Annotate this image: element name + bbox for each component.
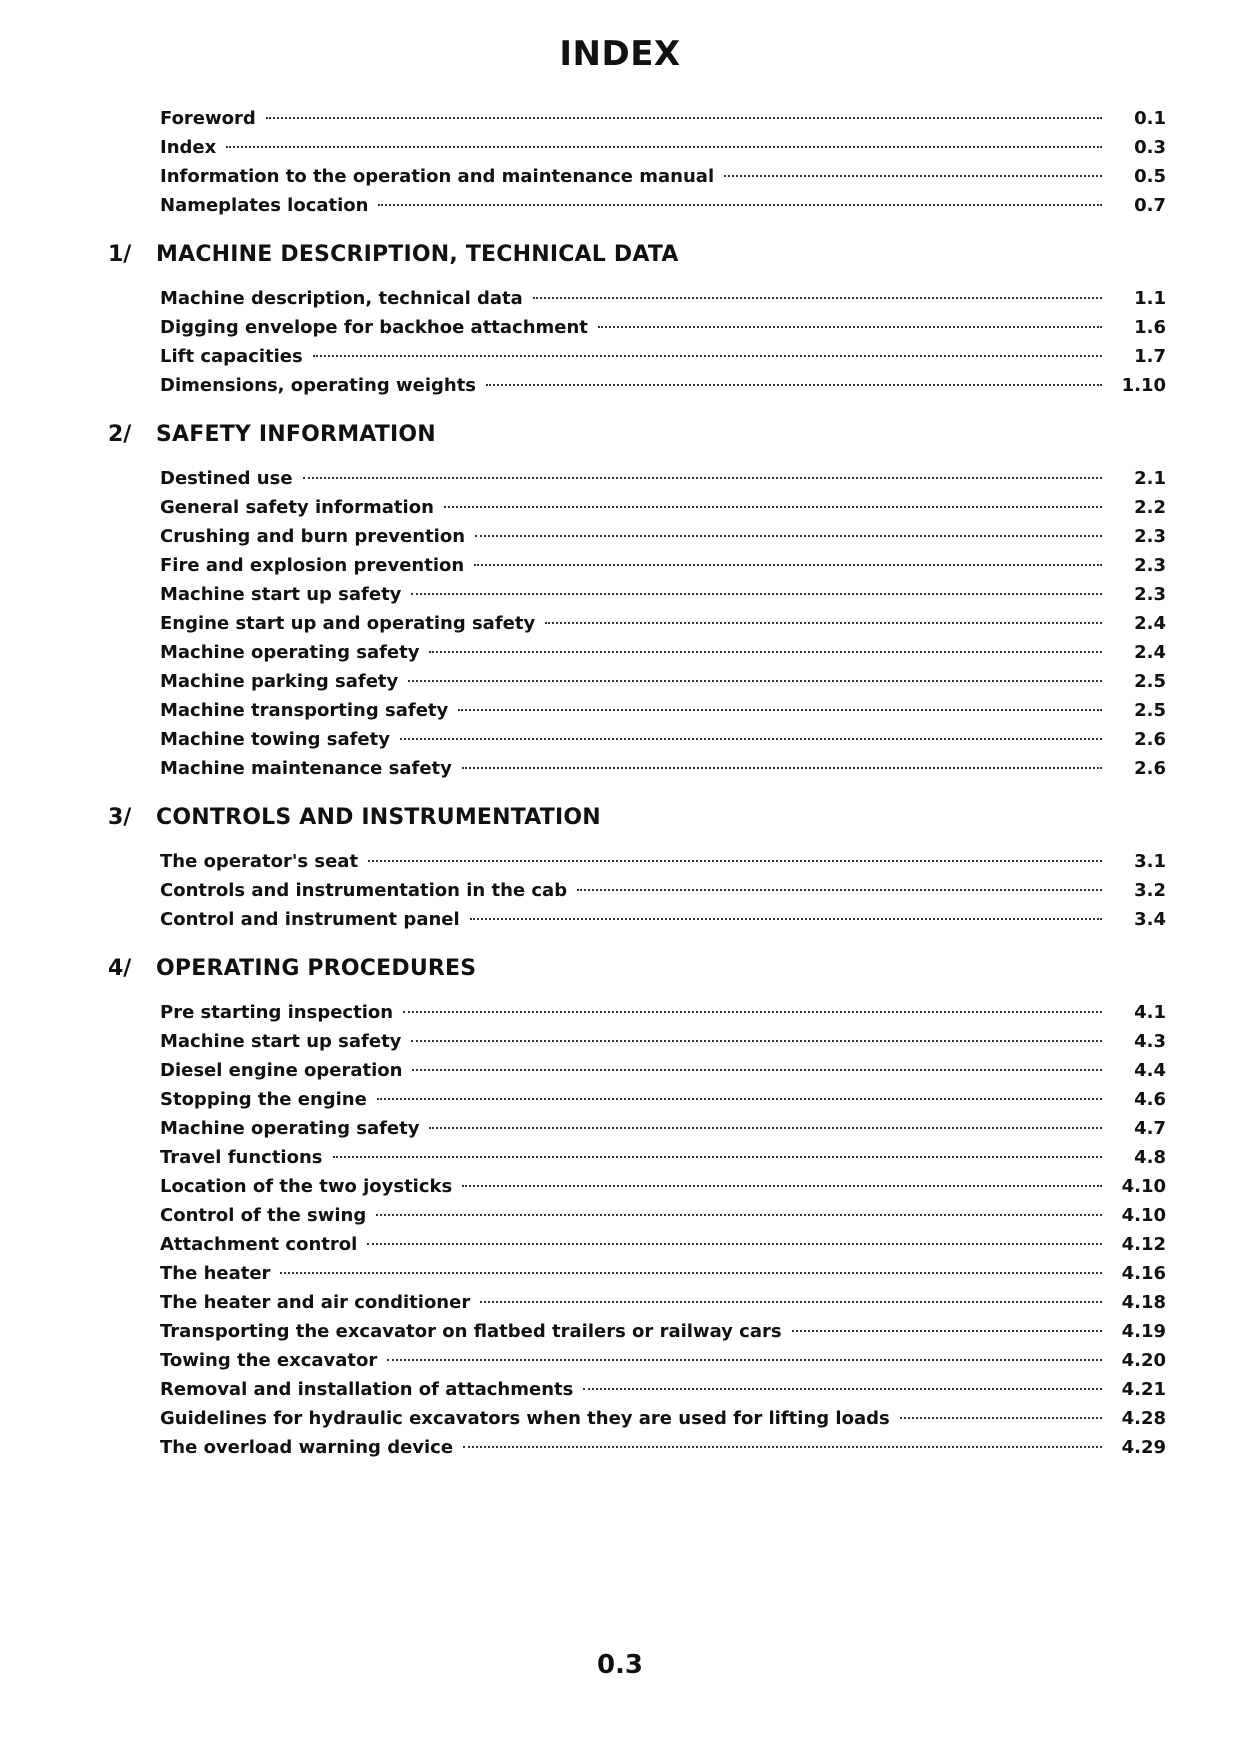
dot-leader bbox=[470, 918, 1102, 920]
dot-leader bbox=[900, 1417, 1102, 1419]
toc-entry bbox=[0, 1031, 1240, 1060]
toc-entry bbox=[0, 317, 1240, 346]
dot-leader bbox=[313, 355, 1102, 357]
toc-entry-label: The overload warning device bbox=[160, 1437, 454, 1458]
dot-leader bbox=[463, 1446, 1102, 1448]
toc-entry bbox=[0, 137, 1240, 166]
toc-entry-label: Control of the swing bbox=[160, 1205, 367, 1226]
toc-entry-label: Control and instrument panel bbox=[160, 909, 460, 930]
toc-section bbox=[0, 956, 1240, 1466]
toc-entry-page: 3.4 bbox=[1134, 909, 1166, 930]
toc-entry-page: 1.10 bbox=[1121, 375, 1166, 396]
toc-entry bbox=[0, 909, 1240, 938]
toc-entry-label: General safety information bbox=[160, 497, 434, 518]
toc-entry-page: 4.8 bbox=[1134, 1147, 1166, 1168]
toc-entry bbox=[0, 1234, 1240, 1263]
dot-leader bbox=[408, 680, 1102, 682]
table-of-contents bbox=[0, 108, 1240, 1466]
toc-entry-page: 4.10 bbox=[1121, 1205, 1166, 1226]
toc-entry-label: Towing the excavator bbox=[160, 1350, 378, 1371]
toc-entry-label: Diesel engine operation bbox=[160, 1060, 403, 1081]
toc-entry bbox=[0, 1089, 1240, 1118]
toc-entry-page: 2.4 bbox=[1134, 642, 1166, 663]
dot-leader bbox=[378, 204, 1102, 206]
toc-entry-page: 4.29 bbox=[1121, 1437, 1166, 1458]
toc-entry-page: 2.5 bbox=[1134, 700, 1166, 721]
toc-entry-label: Machine description, technical data bbox=[160, 288, 523, 309]
section-number: 1/ bbox=[108, 242, 132, 267]
section-heading bbox=[0, 805, 1240, 839]
toc-entry-page: 2.4 bbox=[1134, 613, 1166, 634]
toc-entry-page: 2.1 bbox=[1134, 468, 1166, 489]
toc-entry bbox=[0, 613, 1240, 642]
toc-entry bbox=[0, 1350, 1240, 1379]
toc-entry bbox=[0, 346, 1240, 375]
toc-entry-page: 4.21 bbox=[1121, 1379, 1166, 1400]
toc-entry bbox=[0, 1060, 1240, 1089]
section-title: SAFETY INFORMATION bbox=[156, 422, 436, 447]
toc-entry-page: 1.1 bbox=[1134, 288, 1166, 309]
dot-leader bbox=[368, 860, 1102, 862]
dot-leader bbox=[444, 506, 1102, 508]
toc-entry-label: Engine start up and operating safety bbox=[160, 613, 536, 634]
section-title: OPERATING PROCEDURES bbox=[156, 956, 477, 981]
dot-leader bbox=[333, 1156, 1102, 1158]
dot-leader bbox=[266, 117, 1102, 119]
dot-leader bbox=[387, 1359, 1102, 1361]
toc-entry-label: Guidelines for hydraulic excavators when they are used for lifting loads bbox=[160, 1408, 890, 1429]
dot-leader bbox=[792, 1330, 1102, 1332]
toc-entry-label: Crushing and burn prevention bbox=[160, 526, 466, 547]
toc-entry-page: 4.1 bbox=[1134, 1002, 1166, 1023]
section-heading bbox=[0, 242, 1240, 276]
toc-section bbox=[0, 242, 1240, 404]
toc-entry bbox=[0, 642, 1240, 671]
toc-entry bbox=[0, 166, 1240, 195]
toc-entry bbox=[0, 1176, 1240, 1205]
toc-entry-label: Destined use bbox=[160, 468, 293, 489]
page-number: 0.3 bbox=[596, 1650, 644, 1680]
toc-entry-label: Nameplates location bbox=[160, 195, 369, 216]
toc-entry bbox=[0, 1408, 1240, 1437]
toc-entry bbox=[0, 526, 1240, 555]
dot-leader bbox=[583, 1388, 1102, 1390]
toc-entry-label: Machine start up safety bbox=[160, 1031, 402, 1052]
dot-leader bbox=[462, 1185, 1102, 1187]
toc-entry bbox=[0, 880, 1240, 909]
toc-entry-label: Pre starting inspection bbox=[160, 1002, 394, 1023]
toc-entry-page: 2.6 bbox=[1134, 729, 1166, 750]
toc-entry bbox=[0, 288, 1240, 317]
toc-entry bbox=[0, 468, 1240, 497]
dot-leader bbox=[412, 1069, 1102, 1071]
toc-entry-page: 4.10 bbox=[1121, 1176, 1166, 1197]
toc-entry-page: 2.3 bbox=[1134, 584, 1166, 605]
toc-entry-page: 2.6 bbox=[1134, 758, 1166, 779]
dot-leader bbox=[533, 297, 1102, 299]
toc-entry-label: Transporting the excavator on flatbed trailers or railway cars bbox=[160, 1321, 782, 1342]
toc-entry bbox=[0, 195, 1240, 224]
toc-entry-page: 4.6 bbox=[1134, 1089, 1166, 1110]
toc-entry bbox=[0, 1292, 1240, 1321]
toc-entry-page: 4.12 bbox=[1121, 1234, 1166, 1255]
dot-leader bbox=[400, 738, 1102, 740]
toc-entry-page: 4.28 bbox=[1121, 1408, 1166, 1429]
toc-entry-label: Machine operating safety bbox=[160, 642, 420, 663]
toc-entry-label: Attachment control bbox=[160, 1234, 358, 1255]
toc-entry bbox=[0, 555, 1240, 584]
toc-entry-label: Lift capacities bbox=[160, 346, 303, 367]
toc-entry-label: Controls and instrumentation in the cab bbox=[160, 880, 568, 901]
toc-entry-page: 4.16 bbox=[1121, 1263, 1166, 1284]
toc-entry-label: Machine operating safety bbox=[160, 1118, 420, 1139]
dot-leader bbox=[411, 1040, 1102, 1042]
toc-entry bbox=[0, 851, 1240, 880]
toc-entry-page: 2.3 bbox=[1134, 555, 1166, 576]
toc-entry-page: 1.6 bbox=[1134, 317, 1166, 338]
dot-leader bbox=[403, 1011, 1102, 1013]
toc-entry-label: Machine transporting safety bbox=[160, 700, 449, 721]
toc-entry-page: 3.2 bbox=[1134, 880, 1166, 901]
dot-leader bbox=[376, 1214, 1102, 1216]
section-number: 4/ bbox=[108, 956, 132, 981]
toc-entry-label: Digging envelope for backhoe attachment bbox=[160, 317, 588, 338]
toc-entry-page: 4.20 bbox=[1121, 1350, 1166, 1371]
dot-leader bbox=[411, 593, 1102, 595]
dot-leader bbox=[475, 535, 1102, 537]
toc-entry bbox=[0, 671, 1240, 700]
toc-entry bbox=[0, 584, 1240, 613]
toc-entry bbox=[0, 497, 1240, 526]
dot-leader bbox=[724, 175, 1102, 177]
toc-entry-page: 4.18 bbox=[1121, 1292, 1166, 1313]
toc-entry-label: Location of the two joysticks bbox=[160, 1176, 453, 1197]
toc-entry-label: The heater bbox=[160, 1263, 271, 1284]
toc-entry-label: Machine maintenance safety bbox=[160, 758, 452, 779]
dot-leader bbox=[462, 767, 1102, 769]
section-number: 2/ bbox=[108, 422, 132, 447]
toc-entry-label: Machine towing safety bbox=[160, 729, 390, 750]
toc-entry-page: 3.1 bbox=[1134, 851, 1166, 872]
front-matter bbox=[0, 108, 1240, 224]
toc-entry-page: 0.5 bbox=[1134, 166, 1166, 187]
toc-entry-page: 2.3 bbox=[1134, 526, 1166, 547]
toc-entry-page: 0.7 bbox=[1134, 195, 1166, 216]
toc-entry bbox=[0, 729, 1240, 758]
toc-entry-label: Foreword bbox=[160, 108, 256, 129]
dot-leader bbox=[280, 1272, 1102, 1274]
toc-entry bbox=[0, 1118, 1240, 1147]
dot-leader bbox=[486, 384, 1102, 386]
toc-entry bbox=[0, 1147, 1240, 1176]
toc-entry-page: 1.7 bbox=[1134, 346, 1166, 367]
dot-leader bbox=[577, 889, 1102, 891]
toc-entry-label: Machine parking safety bbox=[160, 671, 399, 692]
dot-leader bbox=[480, 1301, 1102, 1303]
toc-entry-label: Stopping the engine bbox=[160, 1089, 367, 1110]
toc-entry-page: 4.4 bbox=[1134, 1060, 1166, 1081]
toc-entry-label: Machine start up safety bbox=[160, 584, 402, 605]
section-title: MACHINE DESCRIPTION, TECHNICAL DATA bbox=[156, 242, 679, 267]
toc-entry-label: The operator's seat bbox=[160, 851, 359, 872]
toc-entry bbox=[0, 700, 1240, 729]
toc-entry bbox=[0, 1205, 1240, 1234]
toc-entry bbox=[0, 1321, 1240, 1350]
toc-entry-label: Index bbox=[160, 137, 217, 158]
dot-leader bbox=[226, 146, 1102, 148]
dot-leader bbox=[545, 622, 1102, 624]
toc-entry-page: 4.7 bbox=[1134, 1118, 1166, 1139]
toc-entry bbox=[0, 1002, 1240, 1031]
toc-entry-label: Removal and installation of attachments bbox=[160, 1379, 574, 1400]
dot-leader bbox=[429, 1127, 1102, 1129]
dot-leader bbox=[474, 564, 1102, 566]
toc-entry-label: Information to the operation and maintenance manual bbox=[160, 166, 715, 187]
toc-entry-page: 2.2 bbox=[1134, 497, 1166, 518]
dot-leader bbox=[367, 1243, 1102, 1245]
toc-entry-page: 2.5 bbox=[1134, 671, 1166, 692]
toc-entry-label: Fire and explosion prevention bbox=[160, 555, 465, 576]
section-heading bbox=[0, 956, 1240, 990]
dot-leader bbox=[303, 477, 1102, 479]
toc-entry-label: Travel functions bbox=[160, 1147, 323, 1168]
toc-entry bbox=[0, 108, 1240, 137]
dot-leader bbox=[429, 651, 1102, 653]
toc-entry bbox=[0, 1437, 1240, 1466]
toc-entry-label: The heater and air conditioner bbox=[160, 1292, 471, 1313]
toc-entry bbox=[0, 1379, 1240, 1408]
toc-section bbox=[0, 422, 1240, 787]
dot-leader bbox=[377, 1098, 1102, 1100]
toc-entry bbox=[0, 1263, 1240, 1292]
toc-entry bbox=[0, 375, 1240, 404]
dot-leader bbox=[598, 326, 1102, 328]
toc-entry-page: 0.3 bbox=[1134, 137, 1166, 158]
toc-entry-page: 0.1 bbox=[1134, 108, 1166, 129]
toc-entry-label: Dimensions, operating weights bbox=[160, 375, 477, 396]
toc-section bbox=[0, 805, 1240, 938]
page-title: INDEX bbox=[559, 34, 681, 74]
toc-entry-page: 4.19 bbox=[1121, 1321, 1166, 1342]
dot-leader bbox=[458, 709, 1102, 711]
toc-entry bbox=[0, 758, 1240, 787]
section-number: 3/ bbox=[108, 805, 132, 830]
toc-entry-page: 4.3 bbox=[1134, 1031, 1166, 1052]
section-heading bbox=[0, 422, 1240, 456]
section-title: CONTROLS AND INSTRUMENTATION bbox=[156, 805, 601, 830]
